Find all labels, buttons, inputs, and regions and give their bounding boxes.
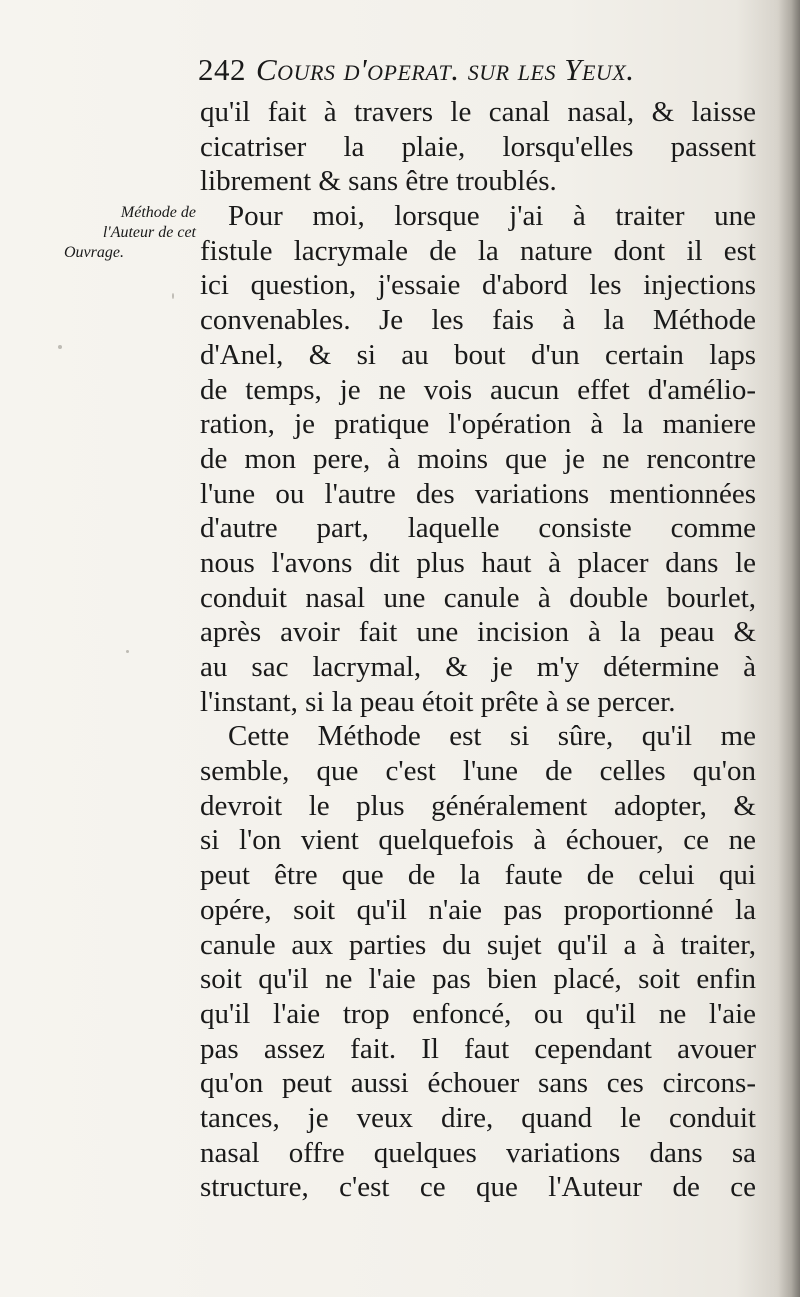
paper-speck	[172, 293, 174, 299]
text-line: de mon pere, à moins que je ne rencontre	[200, 442, 756, 475]
text-line: soit qu'il ne l'aie pas bien placé, soit enfin	[200, 963, 756, 996]
text-line: fistule lacrymale de la nature dont il est	[200, 234, 756, 267]
text-line: Cette Méthode est si sûre, qu'il me	[228, 720, 756, 753]
text-line: convenables. Je les fais à la Méthode	[200, 304, 756, 337]
spine-shadow	[778, 0, 800, 1297]
text-line: cicatriser la plaie, lorsqu'elles passent	[200, 130, 756, 163]
text-line: qu'on peut aussi échouer sans ces circons-	[200, 1067, 756, 1100]
text-line: librement & sans être troublés.	[200, 165, 557, 198]
text-line: semble, que c'est l'une de celles qu'on	[200, 755, 756, 788]
text-line: conduit nasal une canule à double bourlet,	[200, 581, 756, 614]
text-line: l'instant, si la peau étoit prête à se percer.	[200, 685, 676, 718]
running-head-title: Cours d'operat. sur les Yeux.	[256, 52, 635, 87]
text-line: pas assez fait. Il faut cependant avouer	[200, 1032, 756, 1065]
text-line: peut être que de la faute de celui qui	[200, 859, 756, 892]
page-number: 242	[198, 52, 246, 87]
paper-speck	[58, 345, 62, 349]
text-line: structure, c'est ce que l'Auteur de ce	[200, 1171, 756, 1204]
text-line: qu'il l'aie trop enfoncé, ou qu'il ne l'aie	[200, 997, 756, 1030]
text-line: d'autre part, laquelle consiste comme	[200, 512, 756, 545]
text-line: après avoir fait une incision à la peau &	[200, 616, 756, 649]
text-line: si l'on vient quelquefois à échouer, ce ne	[200, 824, 756, 857]
text-line: opére, soit qu'il n'aie pas proportionné la	[200, 893, 756, 926]
body-text	[200, 95, 756, 1205]
running-header	[198, 52, 758, 96]
text-line: nous l'avons dit plus haut à placer dans le	[200, 546, 756, 579]
text-line: Pour moi, lorsque j'ai à traiter une	[228, 200, 756, 233]
text-line: l'une ou l'autre des variations mentionnées	[200, 477, 756, 510]
text-line: canule aux parties du sujet qu'il a à traiter,	[200, 928, 756, 961]
text-line: ration, je pratique l'opération à la maniere	[200, 408, 756, 441]
margin-note-line: Méthode de	[120, 204, 196, 221]
margin-note-line: l'Auteur de cet	[102, 224, 196, 241]
text-line: d'Anel, & si au bout d'un certain laps	[200, 338, 756, 371]
text-line: qu'il fait à travers le canal nasal, & laisse	[200, 96, 756, 128]
paper-speck	[126, 650, 129, 653]
margin-note	[64, 203, 204, 263]
margin-note-line: Ouvrage.	[64, 244, 124, 261]
text-line: ici question, j'essaie d'abord les injections	[200, 269, 756, 302]
text-line: tances, je veux dire, quand le conduit	[200, 1101, 756, 1134]
text-line: au sac lacrymal, & je m'y détermine à	[200, 651, 756, 683]
text-line: nasal offre quelques variations dans sa	[200, 1136, 756, 1169]
text-line: de temps, je ne vois aucun effet d'amélio-	[200, 373, 756, 406]
text-line: devroit le plus généralement adopter, &	[200, 789, 756, 822]
